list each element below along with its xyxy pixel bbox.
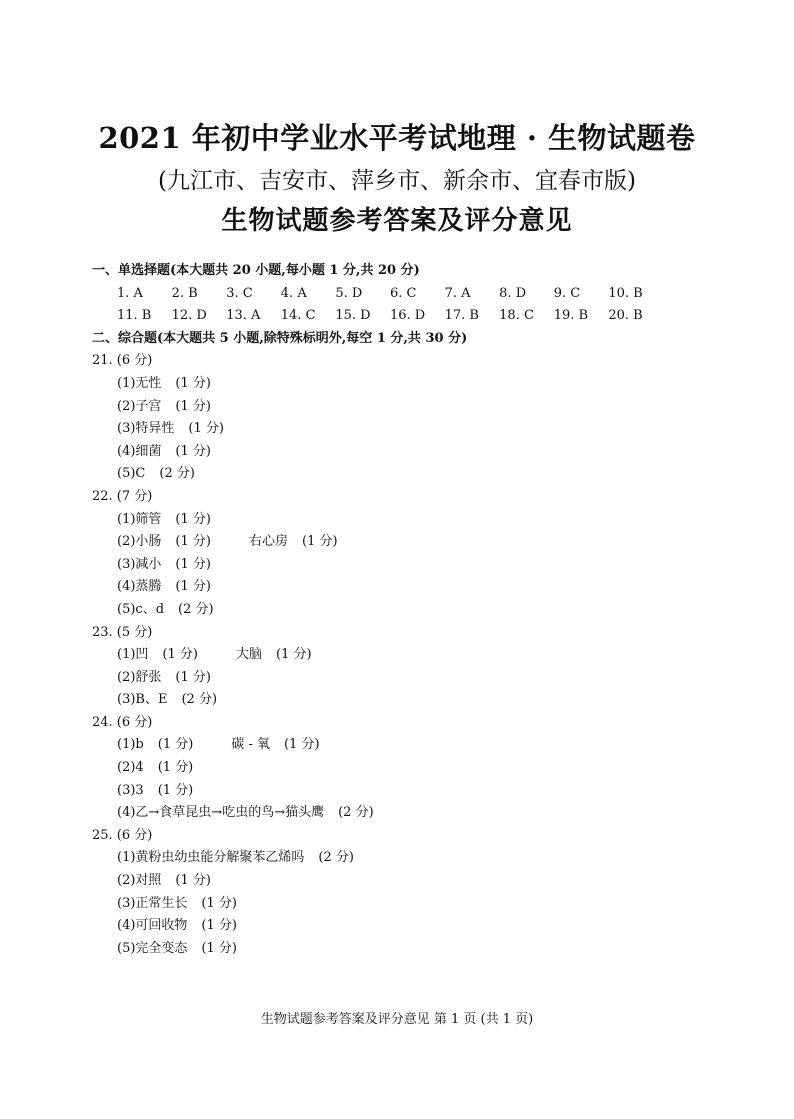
answer-item — [92, 915, 732, 938]
answer-score-secondary: (1 分) — [302, 534, 338, 550]
answer-text: (2)子宫 — [117, 398, 162, 414]
answer-text: (5)c、d — [117, 601, 165, 617]
answer-text: (5)完全变态 — [117, 940, 188, 956]
answer-text: (2)对照 — [117, 873, 162, 889]
answer-item — [92, 463, 732, 486]
answer-score: (1 分) — [175, 443, 211, 459]
mc-answer: 11. B — [117, 308, 152, 324]
mc-answer: 16. D — [389, 308, 426, 324]
section1-heading: 一、单选择题(本大题共 20 小题,每小题 1 分,共 20 分) — [92, 263, 420, 278]
answer-score: (1 分) — [175, 398, 211, 414]
mc-answer: 10. B — [608, 285, 643, 301]
answer-item — [92, 757, 732, 780]
answer-text: (1)筛管 — [117, 511, 162, 527]
answer-content — [92, 260, 732, 960]
answer-text-secondary: 右心房 — [248, 534, 288, 550]
answer-text: (4)细菌 — [117, 443, 162, 459]
question-label: 21. (6 分) — [92, 353, 153, 369]
answer-text: (1)b — [117, 737, 144, 753]
answer-item — [92, 802, 732, 825]
answer-item — [92, 667, 732, 690]
answer-score: (1 分) — [175, 669, 211, 685]
answer-score: (1 分) — [162, 647, 198, 663]
answer-score: (1 分) — [175, 534, 211, 550]
answer-item — [92, 734, 732, 757]
answer-item — [92, 847, 732, 870]
answer-item — [92, 780, 732, 803]
mc-answer: 18. C — [499, 308, 534, 324]
mc-answer: 9. C — [553, 285, 581, 301]
mc-answers-row-2 — [92, 305, 732, 328]
answer-text: (2)4 — [117, 760, 144, 776]
mc-answer: 13. A — [226, 308, 261, 324]
answer-text: (3)特异性 — [117, 421, 175, 437]
answer-item — [92, 938, 732, 961]
answer-score: (1 分) — [157, 737, 194, 753]
question-label: 22. (7 分) — [92, 488, 153, 504]
answer-score: (1 分) — [201, 918, 237, 934]
mc-answer: 15. D — [335, 308, 371, 324]
answer-score: (1 分) — [157, 782, 194, 798]
answer-item — [92, 554, 732, 577]
answer-item — [92, 509, 732, 532]
mc-answer: 5. D — [335, 285, 363, 301]
answer-item — [92, 893, 732, 916]
answer-item — [92, 396, 732, 419]
answer-text: (2)舒张 — [117, 669, 162, 685]
mc-answers-row-1 — [92, 283, 732, 306]
comprehensive-questions — [92, 350, 732, 960]
document-title: 生物试题参考答案及评分意见 — [221, 206, 573, 236]
answer-score: (1 分) — [175, 873, 211, 889]
question-label: 23. (5 分) — [92, 624, 153, 640]
answer-text-secondary: 大脑 — [235, 647, 262, 663]
answer-score: (2 分) — [338, 805, 374, 821]
mc-answer: 12. D — [171, 308, 207, 324]
page-footer: 生物试题参考答案及评分意见 第 1 页 (共 1 页) — [260, 1012, 534, 1027]
answer-score-secondary: (1 分) — [283, 737, 320, 753]
exam-subtitle: (九江市、吉安市、萍乡市、新余市、宜春市版) — [158, 168, 636, 194]
answer-item — [92, 689, 732, 712]
mc-answer: 3. C — [226, 285, 253, 301]
answer-item — [92, 644, 732, 667]
answer-text: (3)3 — [117, 782, 144, 798]
answer-item — [92, 531, 732, 554]
answer-score: (2 分) — [181, 692, 218, 708]
answer-item — [92, 599, 732, 622]
mc-answer: 8. D — [499, 285, 527, 301]
answer-score: (1 分) — [188, 421, 224, 437]
mc-answer: 20. B — [608, 308, 643, 324]
answer-score-secondary: (1 分) — [276, 647, 312, 663]
question-label: 25. (6 分) — [92, 827, 153, 843]
answer-score: (1 分) — [175, 511, 211, 527]
section2-heading: 二、综合题(本大题共 5 小题,除特殊标明外,每空 1 分,共 30 分) — [92, 330, 468, 346]
answer-score: (1 分) — [201, 940, 237, 956]
question-label: 24. (6 分) — [92, 714, 153, 730]
answer-score: (1 分) — [175, 556, 211, 572]
answer-item — [92, 870, 732, 893]
answer-score: (2 分) — [178, 601, 214, 617]
answer-text: (1)无性 — [117, 375, 162, 391]
answer-text: (4)可回收物 — [117, 918, 188, 934]
answer-text: (2)小肠 — [117, 534, 162, 550]
mc-answer: 4. A — [280, 285, 307, 301]
answer-text-secondary: 碳 - 氧 — [231, 737, 270, 753]
answer-text: (1)凹 — [117, 647, 149, 663]
answer-text: (4)乙→食草昆虫→吃虫的鸟→猫头鹰 — [117, 805, 325, 821]
answer-item — [92, 441, 732, 464]
exam-title: 2021 年初中学业水平考试地理 · 生物试题卷 — [98, 121, 696, 155]
mc-answer: 17. B — [444, 308, 479, 324]
mc-answer: 19. B — [553, 308, 589, 324]
answer-item — [92, 373, 732, 396]
mc-answer: 2. B — [171, 285, 198, 301]
mc-answer: 1. A — [117, 285, 143, 301]
answer-text: (1)黄粉虫幼虫能分解聚苯乙烯吗 — [117, 850, 305, 866]
answer-score: (2 分) — [318, 850, 354, 866]
answer-score: (1 分) — [201, 895, 237, 911]
answer-score: (1 分) — [175, 579, 211, 595]
mc-answer: 6. C — [389, 285, 417, 301]
mc-answer: 14. C — [280, 308, 316, 324]
answer-score: (2 分) — [159, 466, 195, 482]
answer-item — [92, 418, 732, 441]
answer-score: (1 分) — [157, 760, 194, 776]
answer-text: (3)B、E — [117, 692, 168, 708]
answer-item — [92, 576, 732, 599]
answer-text: (4)蒸腾 — [117, 579, 162, 595]
answer-text: (3)减小 — [117, 556, 162, 572]
mc-answer: 7. A — [444, 285, 471, 301]
answer-text: (3)正常生长 — [117, 895, 188, 911]
answer-score: (1 分) — [175, 375, 211, 391]
answer-text: (5)C — [117, 466, 146, 482]
